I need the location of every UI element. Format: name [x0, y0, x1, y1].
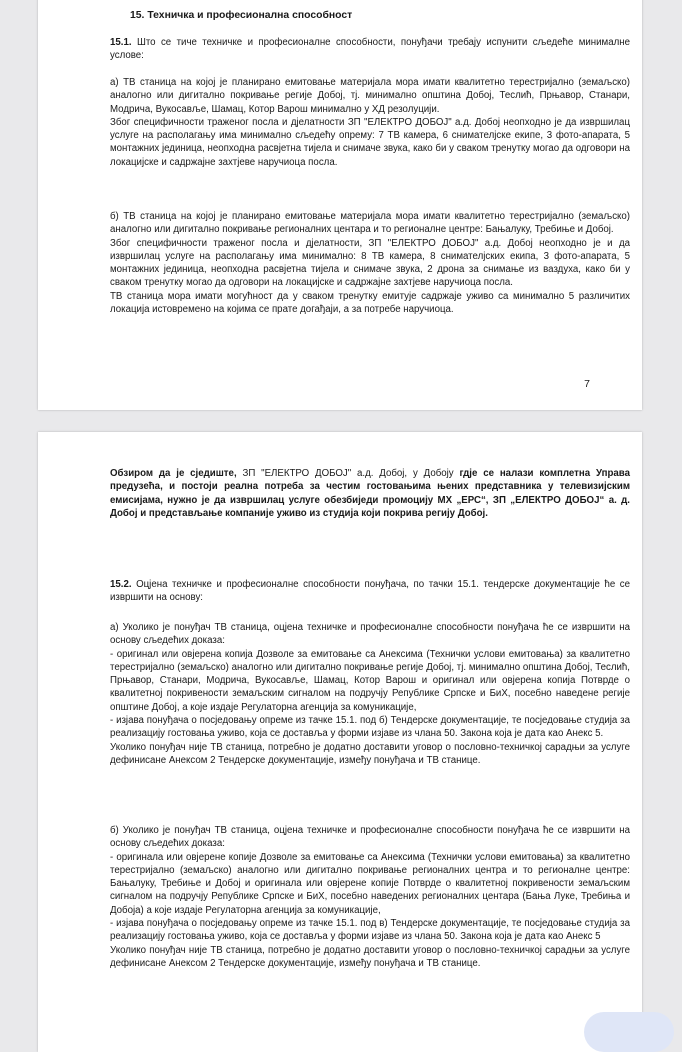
paragraph-line: - изјава понуђача о посједовању опреме из тачке 15.1. под б) Тендерске документације, те посједовање студија за реализацију гостовања уживо, која се доставља у форми изјаве из члана 50. Закона која је дата као Анекс 5. [110, 715, 630, 740]
paragraph-line: Уколико понуђач није ТВ станица, потребно је додатно доставити уговор о пословно-техничкој сарадњи за услуге дефинисане Анексом 2 Тендерске документације, између понуђача и ТВ станице. [110, 741, 630, 766]
paragraph-line: б) Уколико је понуђач ТВ станица, оцјена техничке и професионалне способности понуђача ће се извршити на основу сљедећих доказа: [110, 825, 630, 850]
paragraph-line: б) ТВ станица на којој је планирано емитовање материјала мора имати квалитетно терестријално (земаљско) аналогно или дигитално покривање регионалних центара и то регионалне центре: Бањалуку, Требиње и Добој. [110, 211, 630, 236]
paragraph-line: Због специфичности тражeног посла и дјелатности, ЗП "ЕЛЕКТРО ДОБОЈ" а.д. Добој неопходно је и да извршилац услуге на располагању има минимално: 8 ТВ камера, 8 снимателјских екипа, 3 фото-апарата, 5 монтажних јединица, неопходна расвјетна тијела и снимаче звука, 2 дрона за снимање из ваздуха, како би у сваком тренутку могао да одговори на локацијске и садржајне захтјеве наручиоца посла. [110, 237, 630, 289]
section-number: 15.1. [110, 37, 132, 48]
paragraph-a [110, 76, 630, 169]
document-page-1 [38, 0, 642, 410]
paragraph-line: Због специфичности траженог посла и дјелатности ЗП "ЕЛЕКТРО ДОБОЈ" а.д. Добој неопходно је да извршилац услуге на располагању има минимално сљедећу опрему: 7 ТВ камера, 6 снимателјске екипе, 3 фото-апарата, 5 монтажних јединица, неопходна расвјетна тијела и снимаче звука, како би у сваком тренутку могао да одговори на локацијске и садржајне захтјеве наручиоца посла. [110, 116, 630, 168]
paragraph-line: а) ТВ станица на којој је планирано емитовање материјала мора имати квалитетно терестријално (земаљско) аналогно или дигитално покривање регије Добој, тј. минимално општина Добој, Теслић, Прњавор, Станари, Модрича, Вукосавље, Шамац, Котор Варош минимално у ХД резолуцији. [110, 77, 630, 115]
section-heading: 15. Техничка и професионална способност [130, 10, 353, 21]
paragraph-line: - изјава понуђача о посједовању опреме из тачке 15.1. под в) Тендерске документације, те посједовање студија за реализацију гостовања уживо, која се доставља у форми изјаве из члана 50. Закона која је дата као Анекс 5 [110, 918, 630, 943]
headquarters-paragraph [110, 467, 630, 520]
section-intro-text: Што се тиче техничке и професионалне способности, понуђачи требају испунити сљедеће минималне услове: [110, 37, 630, 62]
page-number: 7 [584, 378, 590, 390]
evaluation-b [110, 824, 630, 970]
bold-text: Обзиром да је сједиште, [110, 468, 237, 479]
section-15-1-intro [110, 36, 630, 63]
paragraph-b [110, 210, 630, 316]
normal-text: ЗП "ЕЛЕКТРО ДОБОЈ" а.д. Добој, у Добоју [236, 468, 460, 479]
floating-action-button[interactable] [584, 1012, 674, 1052]
bold-text: гдје се налази комплетна Управа предузећа, и постоји реална потреба за честим гостовањима њених представника у телевизијским емисијама, нужно је да извршилац услуге обезбиједи промоцију МХ „ЕРС“, ЗП „ЕЛЕКТРО ДОБОЈ“ а. д. Добој и представљање компаније уживо из студија који покрива регију Добој. [110, 468, 630, 519]
section-intro-text: Оцјена техничке и професионалне способности понуђача, по тачки 15.1. тендерске документације ће се извршити на основу: [110, 579, 630, 604]
evaluation-a [110, 621, 630, 767]
paragraph-line: - оригинал или овјерена копија Дозволе за емитовање са Анексима (Технички услови емитовања) за квалитетно терестријално (земаљско) аналогно или дигитално покривање регије Добој, тј. минимално општина Добој, Теслић, Прњавор, Станари, Модрича, Вукосавље, Шамац, Котор Варош и оригинал или овјерена копија Потврде о квалитетној покривености земаљским сигналом на подручју Републике Српске и БиХ, посебно наведене регије општине Добој, а које издаје Регулаторна агенција за комуникације, [110, 648, 630, 713]
document-page-2 [38, 432, 642, 1052]
paragraph-line: а) Уколико је понуђач ТВ станица, оцјена техничке и професионалне способности понуђача ће се извршити на основу сљедећих доказа: [110, 622, 630, 647]
section-15-2-intro [110, 578, 630, 605]
paragraph-line: Уколико понуђач није ТВ станица, потребно је додатно доставити уговор о пословно-техничкој сарадњи за услуге дефинисане Анексом 2 Тендерске документације, између понуђача и ТВ станице. [110, 944, 630, 969]
paragraph-line: ТВ станица мора имати могућност да у сваком тренутку емитује садржаје уживо са минимално 5 различитих локација истовремено на којима се прате догађаји, а за потребе наручиоца. [110, 290, 630, 316]
paragraph-line: - оригинала или овјерене копије Дозволе за емитовање са Анексима (Технички услови емитовања) за квалитетно терестријално (земаљско) аналогно или дигитално покривање регионалних центра и то регионалне центре: Бањалуку, Требиње и Добој и оригинала или овјерене копије Потврде о квалитетној покривености земаљским сигналом на подручју Републике Српске и БиХ, посебно наведених регионалних центара (Бања Луке, Требиња и Добоја) а које издаје Регулаторна агенција за комуникације, [110, 851, 630, 916]
section-number: 15.2. [110, 579, 132, 590]
